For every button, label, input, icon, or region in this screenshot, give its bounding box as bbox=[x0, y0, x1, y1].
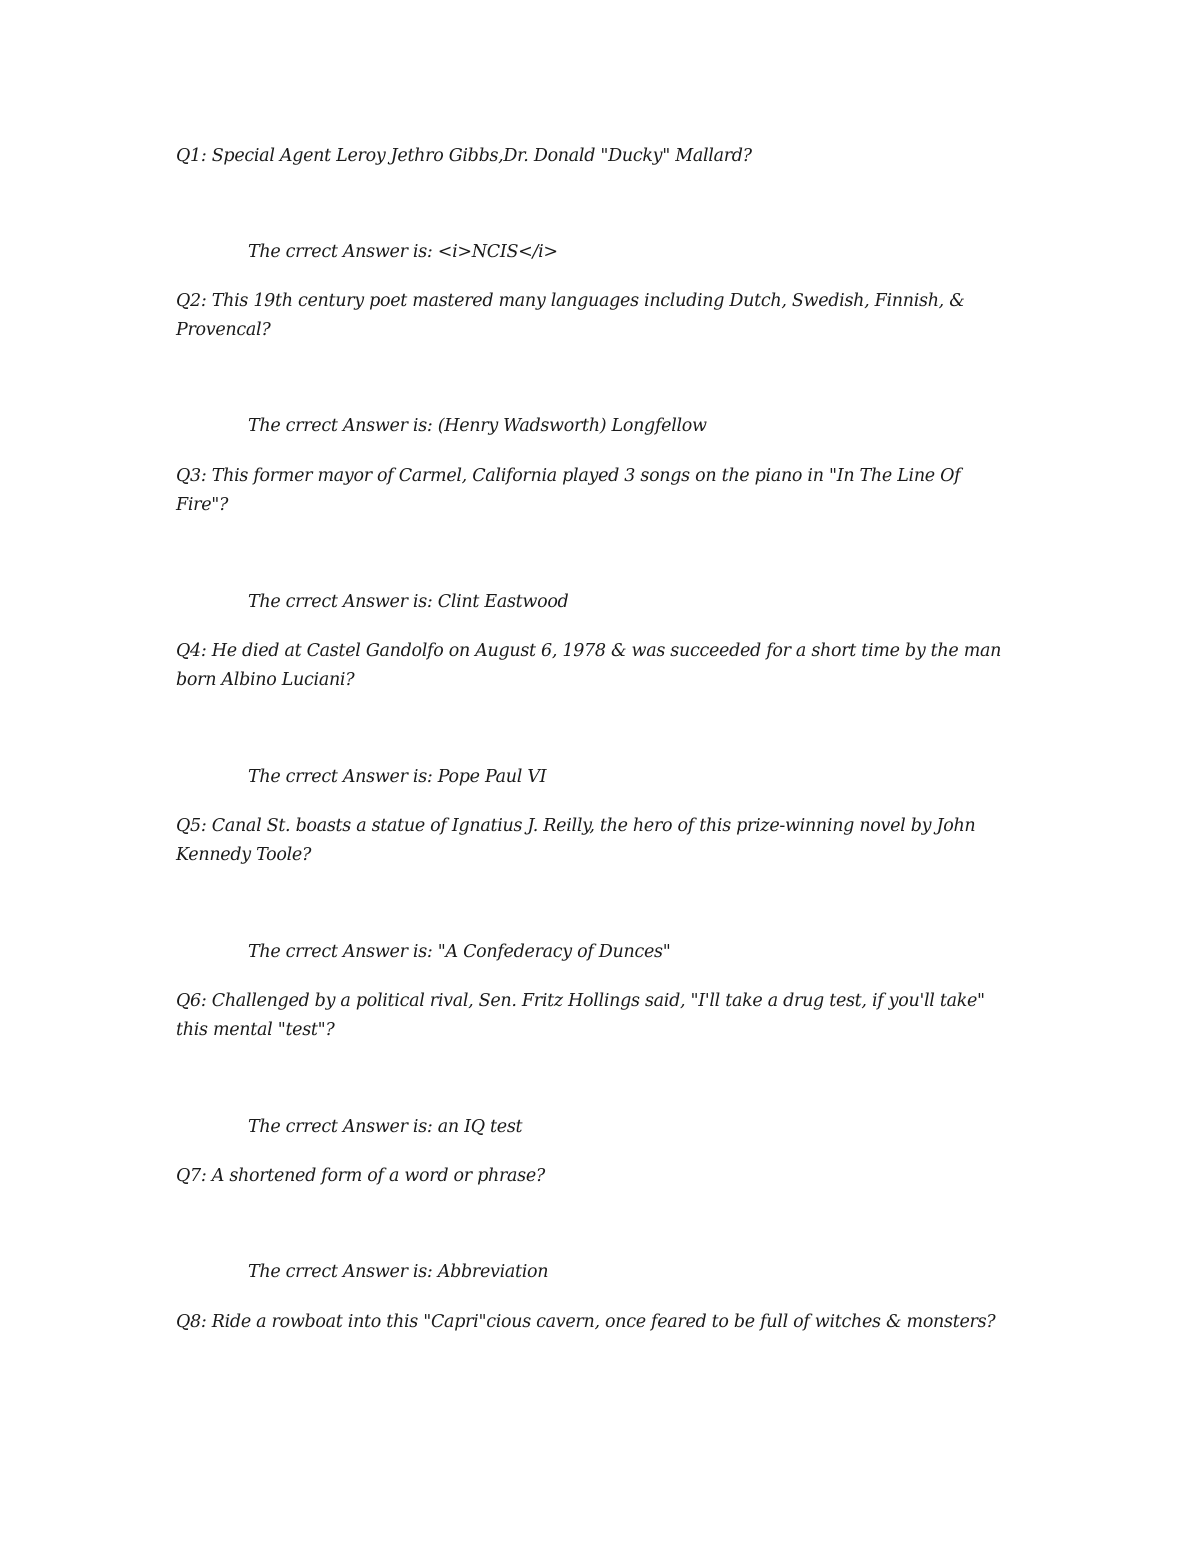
question-1-line-1: Q1: Special Agent Leroy Jethro Gibbs,Dr. Donald "Ducky" Mallard? bbox=[176, 146, 752, 166]
answer-6: The crrect Answer is: an IQ test bbox=[248, 1117, 523, 1137]
question-8-line-1: Q8: Ride a rowboat into this "Capri"cious cavern, once feared to be full of witches & monsters? bbox=[176, 1312, 996, 1332]
question-5-line-2: Kennedy Toole? bbox=[176, 845, 312, 865]
question-4-line-1: Q4: He died at Castel Gandolfo on August 6, 1978 & was succeeded for a short time by the man bbox=[176, 641, 1002, 661]
answer-4: The crrect Answer is: Pope Paul VI bbox=[248, 767, 547, 787]
answer-2: The crrect Answer is: (Henry Wadsworth) Longfellow bbox=[248, 416, 707, 436]
question-6-line-1: Q6: Challenged by a political rival, Sen. Fritz Hollings said, "I'll take a drug test, if you'll take" bbox=[176, 991, 985, 1011]
question-6-line-2: this mental "test"? bbox=[176, 1020, 335, 1040]
answer-1: The crrect Answer is: <i>NCIS</i> bbox=[248, 242, 558, 262]
question-3-line-2: Fire"? bbox=[176, 495, 229, 515]
answer-5: The crrect Answer is: "A Confederacy of Dunces" bbox=[248, 942, 671, 962]
answer-3: The crrect Answer is: Clint Eastwood bbox=[248, 592, 569, 612]
question-2-line-1: Q2: This 19th century poet mastered many languages including Dutch, Swedish, Finnish, & bbox=[176, 291, 965, 311]
answer-7: The crrect Answer is: Abbreviation bbox=[248, 1262, 549, 1282]
question-4-line-2: born Albino Luciani? bbox=[176, 670, 355, 690]
question-2-line-2: Provencal? bbox=[176, 320, 271, 340]
question-3-line-1: Q3: This former mayor of Carmel, California played 3 songs on the piano in "In The Line Of bbox=[176, 466, 961, 486]
question-7-line-1: Q7: A shortened form of a word or phrase? bbox=[176, 1166, 545, 1186]
question-5-line-1: Q5: Canal St. boasts a statue of Ignatius J. Reilly, the hero of this prize-winning novel by John bbox=[176, 816, 976, 836]
